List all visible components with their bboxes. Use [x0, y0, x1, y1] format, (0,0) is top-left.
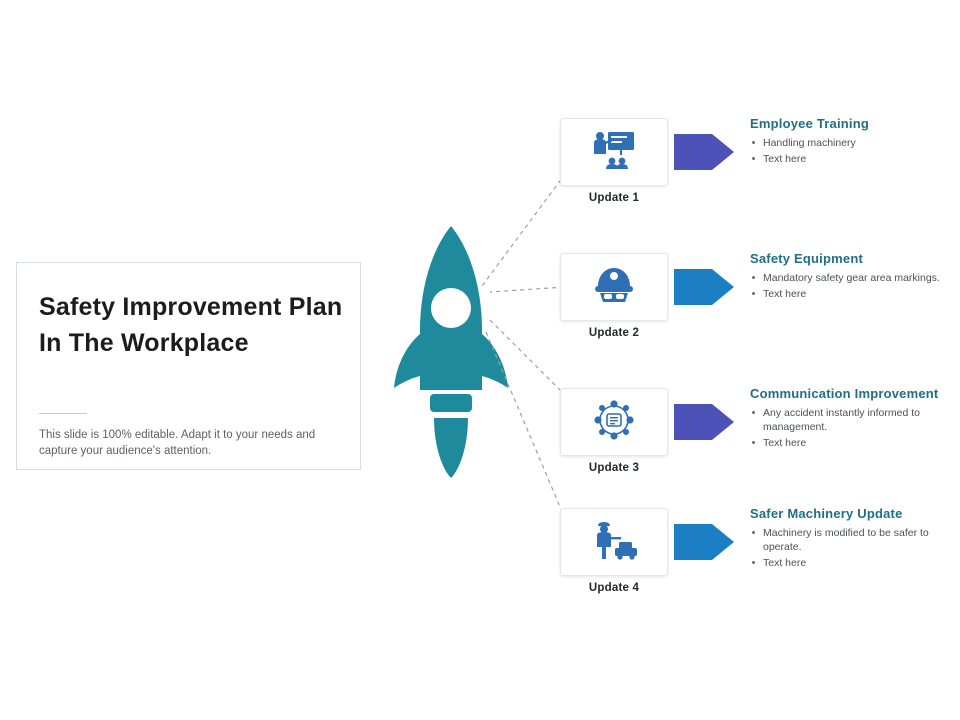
title-card — [16, 262, 361, 470]
step-title-2: Safety Equipment — [750, 251, 863, 266]
step-body-1 — [750, 116, 950, 168]
step-item-3[interactable] — [560, 388, 950, 508]
title-subtitle: This slide is 100% editable. Adapt it to your needs and capture your audience's attention. — [39, 429, 316, 457]
arrow-3 — [674, 400, 736, 444]
safety-helmet-icon — [592, 265, 636, 310]
list-item: Text here — [750, 556, 950, 570]
step-item-4[interactable] — [560, 508, 950, 628]
list-item: Mandatory safety gear area markings. — [750, 271, 950, 285]
step-label-2: Update 2 — [588, 327, 640, 339]
step-label-4: Update 4 — [588, 582, 640, 594]
step-bullets-3 — [750, 406, 950, 450]
worker-machinery-icon — [589, 520, 639, 565]
step-icon-card-2[interactable] — [560, 253, 668, 321]
step-label-3: Update 3 — [588, 462, 640, 474]
list-item: Machinery is modified to be safer to operate. — [750, 526, 950, 554]
step-icon-card-3[interactable] — [560, 388, 668, 456]
list-item: Text here — [750, 152, 950, 166]
list-item: Text here — [750, 287, 950, 301]
step-bullets-1 — [750, 136, 950, 166]
list-item: Text here — [750, 436, 950, 450]
step-icon-card-1[interactable] — [560, 118, 668, 186]
title-divider — [39, 413, 87, 414]
step-item-1[interactable] — [560, 118, 950, 238]
step-body-3 — [750, 386, 950, 452]
step-title-1: Employee Training — [750, 116, 869, 131]
communication-network-icon — [592, 400, 636, 445]
step-label-1: Update 1 — [588, 192, 640, 204]
list-item: Handling machinery — [750, 136, 950, 150]
list-item: Any accident instantly informed to management. — [750, 406, 950, 434]
step-title-4: Safer Machinery Update — [750, 506, 903, 521]
page-title: Safety Improvement Plan In The Workplace — [39, 293, 343, 357]
rocket-icon — [386, 222, 516, 482]
step-bullets-2 — [750, 271, 950, 301]
arrow-2 — [674, 265, 736, 309]
step-title-3: Communication Improvement — [750, 386, 939, 401]
step-body-4 — [750, 506, 950, 572]
step-icon-card-4[interactable] — [560, 508, 668, 576]
step-item-2[interactable] — [560, 253, 950, 373]
step-bullets-4 — [750, 526, 950, 570]
step-body-2 — [750, 251, 950, 303]
presentation-training-icon — [591, 130, 637, 175]
arrow-4 — [674, 520, 736, 564]
arrow-1 — [674, 130, 736, 174]
